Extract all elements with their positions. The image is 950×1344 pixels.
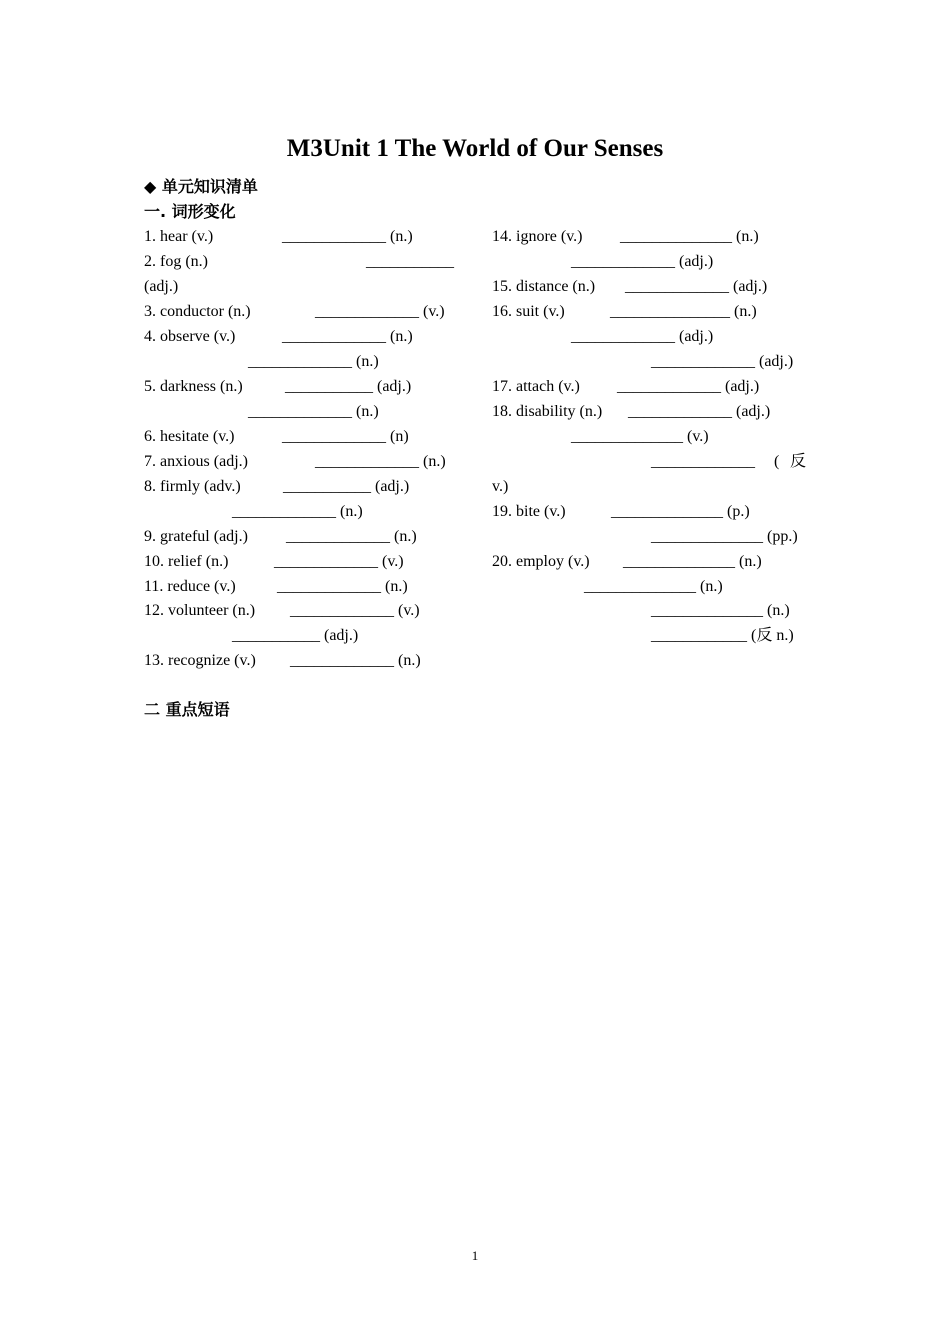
item-5-blank-2: _____________ (n.): [248, 403, 379, 420]
item-10-word: 10. relief (n.): [144, 553, 229, 570]
item-20-blank: ______________ (n.): [623, 553, 762, 570]
item-14-blank: ______________ (n.): [620, 228, 759, 245]
part2-title: 二 重点短语: [144, 700, 230, 719]
item-1-blank: _____________ (n.): [282, 228, 413, 245]
item-12-blank: _____________ (v.): [290, 602, 420, 619]
item-2-pos: (adj.): [144, 278, 179, 295]
item-20-word: 20. employ (v.): [492, 553, 590, 570]
item-6-blank: _____________ (n): [282, 428, 409, 445]
item-12-word: 12. volunteer (n.): [144, 602, 256, 619]
item-18-pos: v.): [492, 478, 509, 495]
item-18-word: 18. disability (n.): [492, 403, 603, 420]
item-4-blank: _____________ (n.): [282, 328, 413, 345]
document-title: M3Unit 1 The World of Our Senses: [286, 135, 664, 162]
item-18-blank: _____________ (adj.): [628, 403, 771, 420]
item-3-blank: _____________ (v.): [315, 303, 445, 320]
item-10-blank: _____________ (v.): [274, 553, 404, 570]
item-15-word: 15. distance (n.): [492, 278, 596, 295]
item-18-blank-2: ______________ (v.): [571, 428, 709, 445]
item-8-word: 8. firmly (adv.): [144, 478, 241, 495]
item-11-blank: _____________ (n.): [277, 578, 408, 595]
item-16-word: 16. suit (v.): [492, 303, 565, 320]
item-13-blank: _____________ (n.): [290, 652, 421, 669]
item-8-blank: ___________ (adj.): [283, 478, 410, 495]
item-2-blank: ___________: [366, 253, 454, 270]
part1-title: 一. 词形变化: [144, 202, 236, 221]
item-17-blank: _____________ (adj.): [617, 378, 760, 395]
item-5-blank: ___________ (adj.): [285, 378, 412, 395]
item-16-blank-3: _____________ (adj.): [651, 353, 794, 370]
item-20-blank-2: ______________ (n.): [584, 578, 723, 595]
item-16-blank: _______________ (n.): [610, 303, 757, 320]
item-19-blank-2: ______________ (pp.): [651, 528, 798, 545]
item-19-blank: ______________ (p.): [611, 503, 750, 520]
item-4-blank-2: _____________ (n.): [248, 353, 379, 370]
item-20-blank-4: ____________ (反 n.): [651, 627, 794, 644]
item-16-blank-2: _____________ (adj.): [571, 328, 714, 345]
item-7-word: 7. anxious (adj.): [144, 453, 248, 470]
item-7-blank: _____________ (n.): [315, 453, 446, 470]
item-14-blank-2: _____________ (adj.): [571, 253, 714, 270]
item-18-antonym-mark: 反: [790, 453, 807, 470]
item-13-word: 13. recognize (v.): [144, 652, 256, 669]
item-5-word: 5. darkness (n.): [144, 378, 243, 395]
section-header: ◆ 单元知识清单: [144, 177, 258, 196]
item-3-word: 3. conductor (n.): [144, 303, 251, 320]
item-17-word: 17. attach (v.): [492, 378, 580, 395]
item-1-word: 1. hear (v.): [144, 228, 214, 245]
item-4-word: 4. observe (v.): [144, 328, 236, 345]
page-number: 1: [471, 1248, 479, 1263]
item-15-blank: _____________ (adj.): [625, 278, 768, 295]
item-18-paren: (: [774, 453, 780, 470]
item-20-blank-3: ______________ (n.): [651, 602, 790, 619]
item-8-blank-2: _____________ (n.): [232, 503, 363, 520]
item-18-blank-3: _____________: [651, 453, 755, 470]
item-2-word: 2. fog (n.): [144, 253, 208, 270]
item-14-word: 14. ignore (v.): [492, 228, 583, 245]
item-11-word: 11. reduce (v.): [144, 578, 236, 595]
item-19-word: 19. bite (v.): [492, 503, 566, 520]
item-12-blank-2: ___________ (adj.): [232, 627, 359, 644]
item-9-blank: _____________ (n.): [286, 528, 417, 545]
item-6-word: 6. hesitate (v.): [144, 428, 235, 445]
item-9-word: 9. grateful (adj.): [144, 528, 248, 545]
